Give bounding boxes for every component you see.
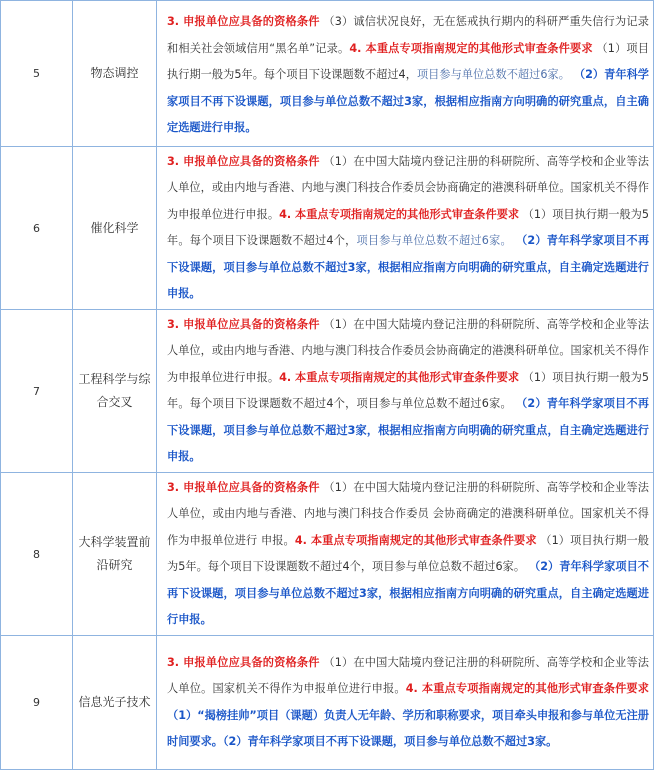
requirements-text bbox=[157, 473, 654, 636]
row-number: 6 bbox=[1, 147, 73, 310]
row-number: 8 bbox=[1, 473, 73, 636]
row-number: 5 bbox=[1, 1, 73, 147]
young-scientist-text: （2）青年科学家项目不再下设课题，项目参与单位总数不超过3家，根据相应指南方向明确的研究重点，自主确定选题进行申报。 bbox=[167, 68, 649, 135]
young-scientist-text: （2）青年科学家项目不再下设课题，项目参与单位总数不超过3家，根据相应指南方向明确的研究重点，自主确定选题进行申报。 bbox=[167, 397, 649, 463]
review-text: （1）项目执行期一般为5年。每个项目下设课题数不超过4个，项目参与单位总数不超过6家。 bbox=[167, 370, 649, 410]
review-text: （1）项目执行期一般为5年。每个项目下设课题数不超过4个， bbox=[167, 207, 649, 247]
condition-text: （1）在中国大陆境内登记注册的科研院所、高等学校和企业等法人单位，或由内地与香港、内地与澳门科技合作委员会协商确定的港澳科研单位。国家机关不得作为申报单位进行申报。 bbox=[167, 154, 649, 221]
condition-text: （3）诚信状况良好，无在惩戒执行期内的科研严重失信行为记录和相关社会领域信用“黑名单”记录。 bbox=[167, 15, 649, 55]
table-row bbox=[1, 1, 654, 147]
table-row bbox=[1, 310, 654, 473]
review-heading: 4. 本重点专项指南规定的其他形式审查条件要求 bbox=[405, 682, 649, 695]
review-heading: 4. 本重点专项指南规定的其他形式审查条件要求 bbox=[349, 41, 593, 55]
condition-heading: 3. 申报单位应具备的资格条件 bbox=[167, 15, 320, 29]
review-text: （1）项目执行期一般为5年。每个项目下设课题数不超过4， bbox=[167, 41, 649, 82]
table-row bbox=[1, 147, 654, 310]
condition-text: （1）在中国大陆境内登记注册的科研院所、高等学校和企业等法人单位，或由内地与香港、内地与澳门科技合作委员 会协商确定的港澳科研单位。国家机关不得作为申报单位进行 申报。 bbox=[167, 480, 649, 547]
condition-heading: 3. 申报单位应具备的资格条件 bbox=[167, 655, 320, 669]
young-scientist-text: （2）青年科学家项目不再下设课题，项目参与单位总数不超过3家，根据相应指南方向明确的研究重点，自主确定选题进行申报。 bbox=[167, 234, 650, 300]
review-text: （1）项目执行期一般为5年。每个项目下设课题数不超过4个，项目参与单位总数不超过6家。 bbox=[167, 533, 649, 573]
condition-text: （1）在中国大陆境内登记注册的科研院所、高等学校和企业等法人单位，或由内地与香港、内地与澳门科技合作委员会协商确定的港澳科研单位。国家机关不得作为申报单位进行申报。 bbox=[167, 317, 649, 384]
condition-heading: 3. 申报单位应具备的资格条件 bbox=[167, 480, 320, 494]
project-name: 工程科学与综合交叉 bbox=[73, 310, 157, 473]
row-number: 9 bbox=[1, 636, 73, 770]
young-scientist-text: （2）青年科学家项目不再下设课题，项目参与单位总数不超过3家，根据相应指南方向明确的研究重点，自主确定选题进行申报。 bbox=[167, 560, 649, 626]
review-heading: 4. 本重点专项指南规定的其他形式审查条件要求 bbox=[279, 207, 520, 221]
requirements-text bbox=[157, 147, 654, 310]
row-number: 7 bbox=[1, 310, 73, 473]
review-heading: 4. 本重点专项指南规定的其他形式审查条件要求 bbox=[294, 533, 537, 547]
project-name: 催化科学 bbox=[73, 147, 157, 310]
review-text-note: 项目参与单位总数不超过6家。 bbox=[416, 68, 570, 82]
project-name: 大科学装置前沿研究 bbox=[73, 473, 157, 636]
project-name: 信息光子技术 bbox=[73, 636, 157, 770]
requirements-text bbox=[157, 636, 654, 770]
condition-heading: 3. 申报单位应具备的资格条件 bbox=[167, 154, 320, 168]
table-row bbox=[1, 636, 654, 770]
project-name: 物态调控 bbox=[73, 1, 157, 147]
condition-heading: 3. 申报单位应具备的资格条件 bbox=[167, 317, 320, 331]
table-row bbox=[1, 473, 654, 636]
review-text-note: 项目参与单位总数不超过6家。 bbox=[356, 234, 512, 247]
condition-text: （1）在中国大陆境内登记注册的科研院所、高等学校和企业等法人单位。国家机关不得作为申报单位进行申报。 bbox=[167, 655, 649, 695]
review-bold-text: （1）“揭榜挂帅”项目（课题）负责人无年龄、学历和职称要求，项目牵头申报和参与单位无注册时间要求。（2）青年科学家项目不再下设课题，项目参与单位总数不超过3家。 bbox=[167, 708, 649, 748]
requirements-text bbox=[157, 1, 654, 147]
review-heading: 4. 本重点专项指南规定的其他形式审查条件要求 bbox=[279, 370, 520, 384]
requirements-text bbox=[157, 310, 654, 473]
